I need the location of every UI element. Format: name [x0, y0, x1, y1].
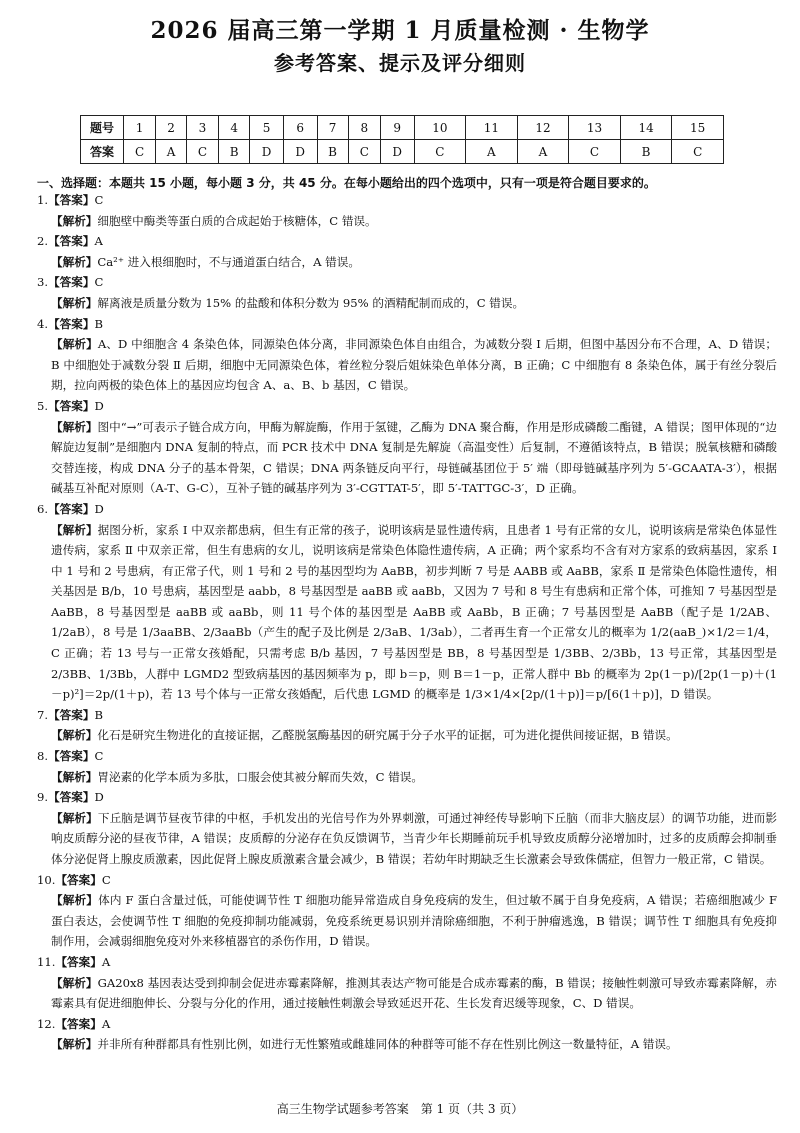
answer-tag: 【答案】 — [55, 1016, 102, 1031]
answer-line — [37, 705, 777, 726]
question-number: 10. — [37, 872, 56, 887]
question-number-cell: 1 — [124, 116, 156, 140]
answer-line — [37, 499, 777, 520]
analysis-tag: 【解析】 — [51, 769, 98, 784]
answer-line — [37, 231, 777, 252]
question-number: 11. — [37, 954, 56, 969]
analysis-text: 胃泌素的化学本质为多肽，口服会使其被分解而失效，C 错误。 — [97, 769, 423, 784]
question-number: 2. — [37, 234, 49, 249]
question-number: 5. — [37, 398, 49, 413]
answer-value: B — [94, 707, 103, 722]
analysis-text: 化石是研究生物进化的直接证据，乙醛脱氢酶基因的研究属于分子水平的证据，可为进化提供间接证据，B 错误。 — [97, 728, 678, 743]
analysis-paragraph — [51, 417, 777, 499]
question-list — [37, 190, 777, 1055]
answer-line — [37, 190, 777, 211]
analysis-text: 下丘脑是调节昼夜节律的中枢，手机发出的光信号作为外界刺激，可通过神经传导影响下丘脑（而非大脑皮层）的调节功能，进而影响皮质醇分泌的昼夜节律，A 错误；皮质醇的分泌存在负反馈调节，当青少年长期睡前玩手机导致皮质醇分泌增加时，过多的皮质醇会抑制垂体分泌促肾上腺皮质激素，因此促肾上腺皮质激素含量会减少，B 错误；若幼年时期缺乏生长激素会导致侏儒症，但智力一般正常，C 错误。 — [51, 810, 777, 866]
analysis-paragraph — [51, 808, 777, 870]
question-item — [37, 746, 777, 787]
question-item — [37, 952, 777, 1014]
analysis-text: Ca²⁺ 进入根细胞时，不与通道蛋白结合，A 错误。 — [97, 254, 360, 269]
answer-cell: C — [414, 140, 466, 164]
answer-value: A — [101, 954, 111, 969]
analysis-paragraph — [51, 211, 777, 232]
analysis-tag: 【解析】 — [51, 810, 98, 825]
answer-line — [37, 396, 777, 417]
analysis-text: A、D 中细胞含 4 条染色体，同源染色体分离，非同源染色体自由组合，为减数分裂 Ⅰ 后期，但图中基因分布不合理，A、D 错误；B 中细胞处于减数分裂 Ⅱ 后期，细胞中无同源染色体，着丝粒分裂后姐妹染色单体分离，B 正确；C 中细胞有 8 条染色体，属于有丝分裂后期，拉向两极的染色体上的基因应均包含 A、a、B、b 基因，C 错误。 — [51, 337, 777, 393]
row-label-number: 题号 — [81, 116, 124, 140]
analysis-text: 解离液是质量分数为 15% 的盐酸和体积分数为 95% 的酒精配制而成的，C 错误。 — [97, 295, 525, 310]
question-number-cell: 11 — [466, 116, 518, 140]
analysis-tag: 【解析】 — [51, 337, 98, 352]
answer-line — [37, 787, 777, 808]
question-number-cell: 15 — [672, 116, 724, 140]
question-item — [37, 870, 777, 952]
question-number: 9. — [37, 790, 49, 805]
question-number: 1. — [37, 193, 49, 207]
analysis-paragraph — [51, 334, 777, 396]
question-number-cell: 7 — [317, 116, 348, 140]
answer-tag: 【答案】 — [48, 501, 95, 516]
question-number-cell: 12 — [517, 116, 569, 140]
question-number-cell: 5 — [250, 116, 284, 140]
analysis-paragraph — [51, 1034, 777, 1055]
answer-line — [37, 952, 777, 973]
row-label-answer: 答案 — [81, 140, 124, 164]
answer-cell: C — [186, 140, 218, 164]
analysis-tag: 【解析】 — [51, 522, 98, 537]
question-number-row — [81, 116, 724, 140]
analysis-paragraph — [51, 890, 777, 952]
analysis-paragraph — [51, 293, 777, 314]
answer-cell: A — [156, 140, 187, 164]
question-item — [37, 787, 777, 869]
question-number-cell: 8 — [348, 116, 380, 140]
answer-cell: A — [517, 140, 569, 164]
answer-cell: D — [283, 140, 317, 164]
answer-line — [37, 870, 777, 891]
analysis-text: 据图分析，家系 Ⅰ 中双亲都患病，但生有正常的孩子，说明该病是显性遗传病，且患者 1 号有正常的女儿，说明该病是常染色体显性遗传病，家系 Ⅱ 中双亲正常，但生有患病的女儿，说明该病是常染色体隐性遗传病，A 正确；两个家系均不含有对方家系的致病基因，家系 Ⅰ 中 1 号和 2 号患病，有正常子代，则 1 号和 2 号的基因型均为 AaBB，初步判断 7 号是 AABB 或 AaBB，家系 Ⅱ 是常染色体隐性遗传，相关基因是 B/b，10 号患病，基因型是 aabb，8 号基因型是 aaBB 或 aaBb，又因为 7 号和 8 号生有患病和正常个体，可推知 7 号基因型是 AaBB，8 号基因型是 aaBB 或 aaBb，则 11 号个体的基因型是 AaBB 或 AaBb，B 正确；7 号基因型是 AaBB（配子是 1/2AB、1/2aB），8 号是 1/3aaBB、2/3aaBb（产生的配子及比例是 2/3aB、1/3ab），二者再生育一个正常女儿的概率为 1/2(aaB_)×1/2＝1/4，C 正确；若 13 号与一正常女孩婚配，只需考虑 B/b 基因，7 号基因型是 BB，8 号基因型是 1/3BB、2/3Bb，13 号正常，其基因型是 2/3BB、1/3Bb，人群中 LGMD2 型致病基因的基因频率为 p，即 b＝p，则 B＝1－p，正常人群中 Bb 的概率为 2p(1－p)/[2p(1－p)＋(1－p)²]＝2p/(1＋p)，若 13 号个体与一正常女孩婚配，后代患 LGMD 的概率是 1/3×1/4×[2p/(1＋p)]＝p/[6(1＋p)]，D 错误。 — [51, 522, 777, 702]
answer-cell: C — [672, 140, 724, 164]
answer-tag: 【答案】 — [48, 749, 95, 764]
question-number-cell: 10 — [414, 116, 466, 140]
answer-line — [37, 272, 777, 293]
page-title: 2026 届高三第一学期 1 月质量检测 · 生物学 — [150, 17, 650, 44]
analysis-paragraph — [51, 973, 777, 1014]
answer-value: C — [94, 275, 104, 290]
answer-cell: B — [620, 140, 672, 164]
answer-cell: C — [124, 140, 156, 164]
question-item — [37, 705, 777, 746]
answer-value: A — [101, 1016, 111, 1031]
analysis-text: 并非所有种群都具有性别比例，如进行无性繁殖或雌雄同体的种群等可能不存在性别比例这一数量特征，A 错误。 — [97, 1037, 678, 1052]
analysis-tag: 【解析】 — [51, 213, 98, 228]
answer-tag: 【答案】 — [48, 193, 95, 207]
analysis-tag: 【解析】 — [51, 975, 98, 990]
answer-value: D — [94, 501, 104, 516]
answer-value: A — [94, 234, 103, 249]
question-number-cell: 6 — [283, 116, 317, 140]
analysis-paragraph — [51, 252, 777, 273]
analysis-text: 图中“→”可表示子链合成方向，甲酶为解旋酶，作用于氢键，乙酶为 DNA 聚合酶，作用是形成磷酸二酯键，A 错误；图甲体现的“边解旋边复制”是细胞内 DNA 复制的特点，而 PCR 技术中 DNA 复制是先解旋（高温变性）后复制，不遵循该特点，B 错误；脱氧核糖和磷酸交替连接，构成 DNA 分子的基本骨架，C 错误；DNA 两条链反向平行，母链碱基团位于 5′ 端（即母链碱基序列为 5′-GCAATA-3′），根据碱基互补配对原则（A-T、G-C），互补子链的碱基序列为 3′-CGTTAT-5′，即 5′-TATTGC-3′，D 正确。 — [51, 419, 777, 496]
answer-cell: C — [348, 140, 380, 164]
analysis-text: 细胞壁中酶类等蛋白质的合成起始于核糖体，C 错误。 — [97, 213, 377, 228]
question-item — [37, 272, 777, 313]
question-number: 8. — [37, 749, 49, 764]
analysis-tag: 【解析】 — [51, 295, 98, 310]
answer-cell: B — [219, 140, 250, 164]
question-item — [37, 499, 777, 705]
answer-cell: D — [250, 140, 284, 164]
page-footer: 高三生物学试题参考答案 第 1 页（共 3 页） — [276, 1102, 524, 1116]
question-number: 3. — [37, 275, 49, 290]
answer-cell: C — [569, 140, 621, 164]
answer-tag: 【答案】 — [55, 872, 102, 887]
analysis-tag: 【解析】 — [51, 254, 98, 269]
analysis-tag: 【解析】 — [51, 893, 99, 908]
question-number-cell: 13 — [569, 116, 621, 140]
answer-row — [81, 140, 724, 164]
answer-cell: A — [466, 140, 518, 164]
question-item — [37, 231, 777, 272]
answer-value: D — [94, 790, 104, 805]
question-number-cell: 14 — [620, 116, 672, 140]
question-item — [37, 396, 777, 499]
question-item — [37, 190, 777, 231]
analysis-tag: 【解析】 — [51, 419, 98, 434]
answer-value: C — [101, 872, 111, 887]
answer-tag: 【答案】 — [48, 398, 95, 413]
answer-tag: 【答案】 — [48, 316, 95, 331]
analysis-tag: 【解析】 — [51, 728, 98, 743]
analysis-tag: 【解析】 — [51, 1037, 98, 1052]
question-number: 7. — [37, 707, 49, 722]
question-number-cell: 4 — [219, 116, 250, 140]
answer-tag: 【答案】 — [48, 234, 95, 249]
answer-tag: 【答案】 — [48, 707, 95, 722]
page-subtitle: 参考答案、提示及评分细则 — [274, 51, 526, 75]
question-number-cell: 9 — [380, 116, 414, 140]
answer-tag: 【答案】 — [48, 790, 95, 805]
section-heading: 一、选择题：本题共 15 小题，每小题 3 分，共 45 分。在每小题给出的四个选项中，只有一项是符合题目要求的。 — [37, 176, 656, 190]
answer-cell: B — [317, 140, 348, 164]
answer-line — [37, 314, 777, 335]
answer-line — [37, 1014, 777, 1035]
answer-table — [80, 115, 724, 164]
analysis-paragraph — [51, 767, 777, 788]
question-number: 4. — [37, 316, 49, 331]
analysis-text: 体内 F 蛋白含量过低，可能使调节性 T 细胞功能异常造成自身免疫病的发生，但过敏不属于自身免疫病，A 错误；若癌细胞减少 F 蛋白表达，会使调节性 T 细胞的免疫抑制功能减弱，免疫系统更易识别并清除癌细胞，不利于肿瘤逃逸，B 错误；调节性 T 细胞具有免疫抑制作用，会减弱细胞免疫对外来移植器官的杀伤作用，D 错误。 — [51, 893, 777, 949]
analysis-text: GA20x8 基因表达受到抑制会促进赤霉素降解，推测其表达产物可能是合成赤霉素的酶，B 错误；接触性刺激可导致赤霉素降解，赤霉素具有促进细胞伸长、分裂与分化的作用，通过接触性刺激会导致延迟开花、生长发育迟缓等现象，C、D 错误。 — [51, 975, 777, 1011]
question-number-cell: 2 — [156, 116, 187, 140]
answer-value: D — [94, 398, 104, 413]
analysis-paragraph — [51, 520, 777, 705]
answer-cell: D — [380, 140, 414, 164]
question-number-cell: 3 — [186, 116, 218, 140]
answer-line — [37, 746, 777, 767]
answer-value: C — [94, 193, 104, 207]
question-item — [37, 314, 777, 396]
answer-value: B — [94, 316, 103, 331]
question-item — [37, 1014, 777, 1055]
answer-value: C — [94, 749, 104, 764]
question-number: 6. — [37, 501, 49, 516]
analysis-paragraph — [51, 725, 777, 746]
question-number: 12. — [37, 1016, 56, 1031]
answer-tag: 【答案】 — [55, 954, 102, 969]
answer-tag: 【答案】 — [48, 275, 95, 290]
